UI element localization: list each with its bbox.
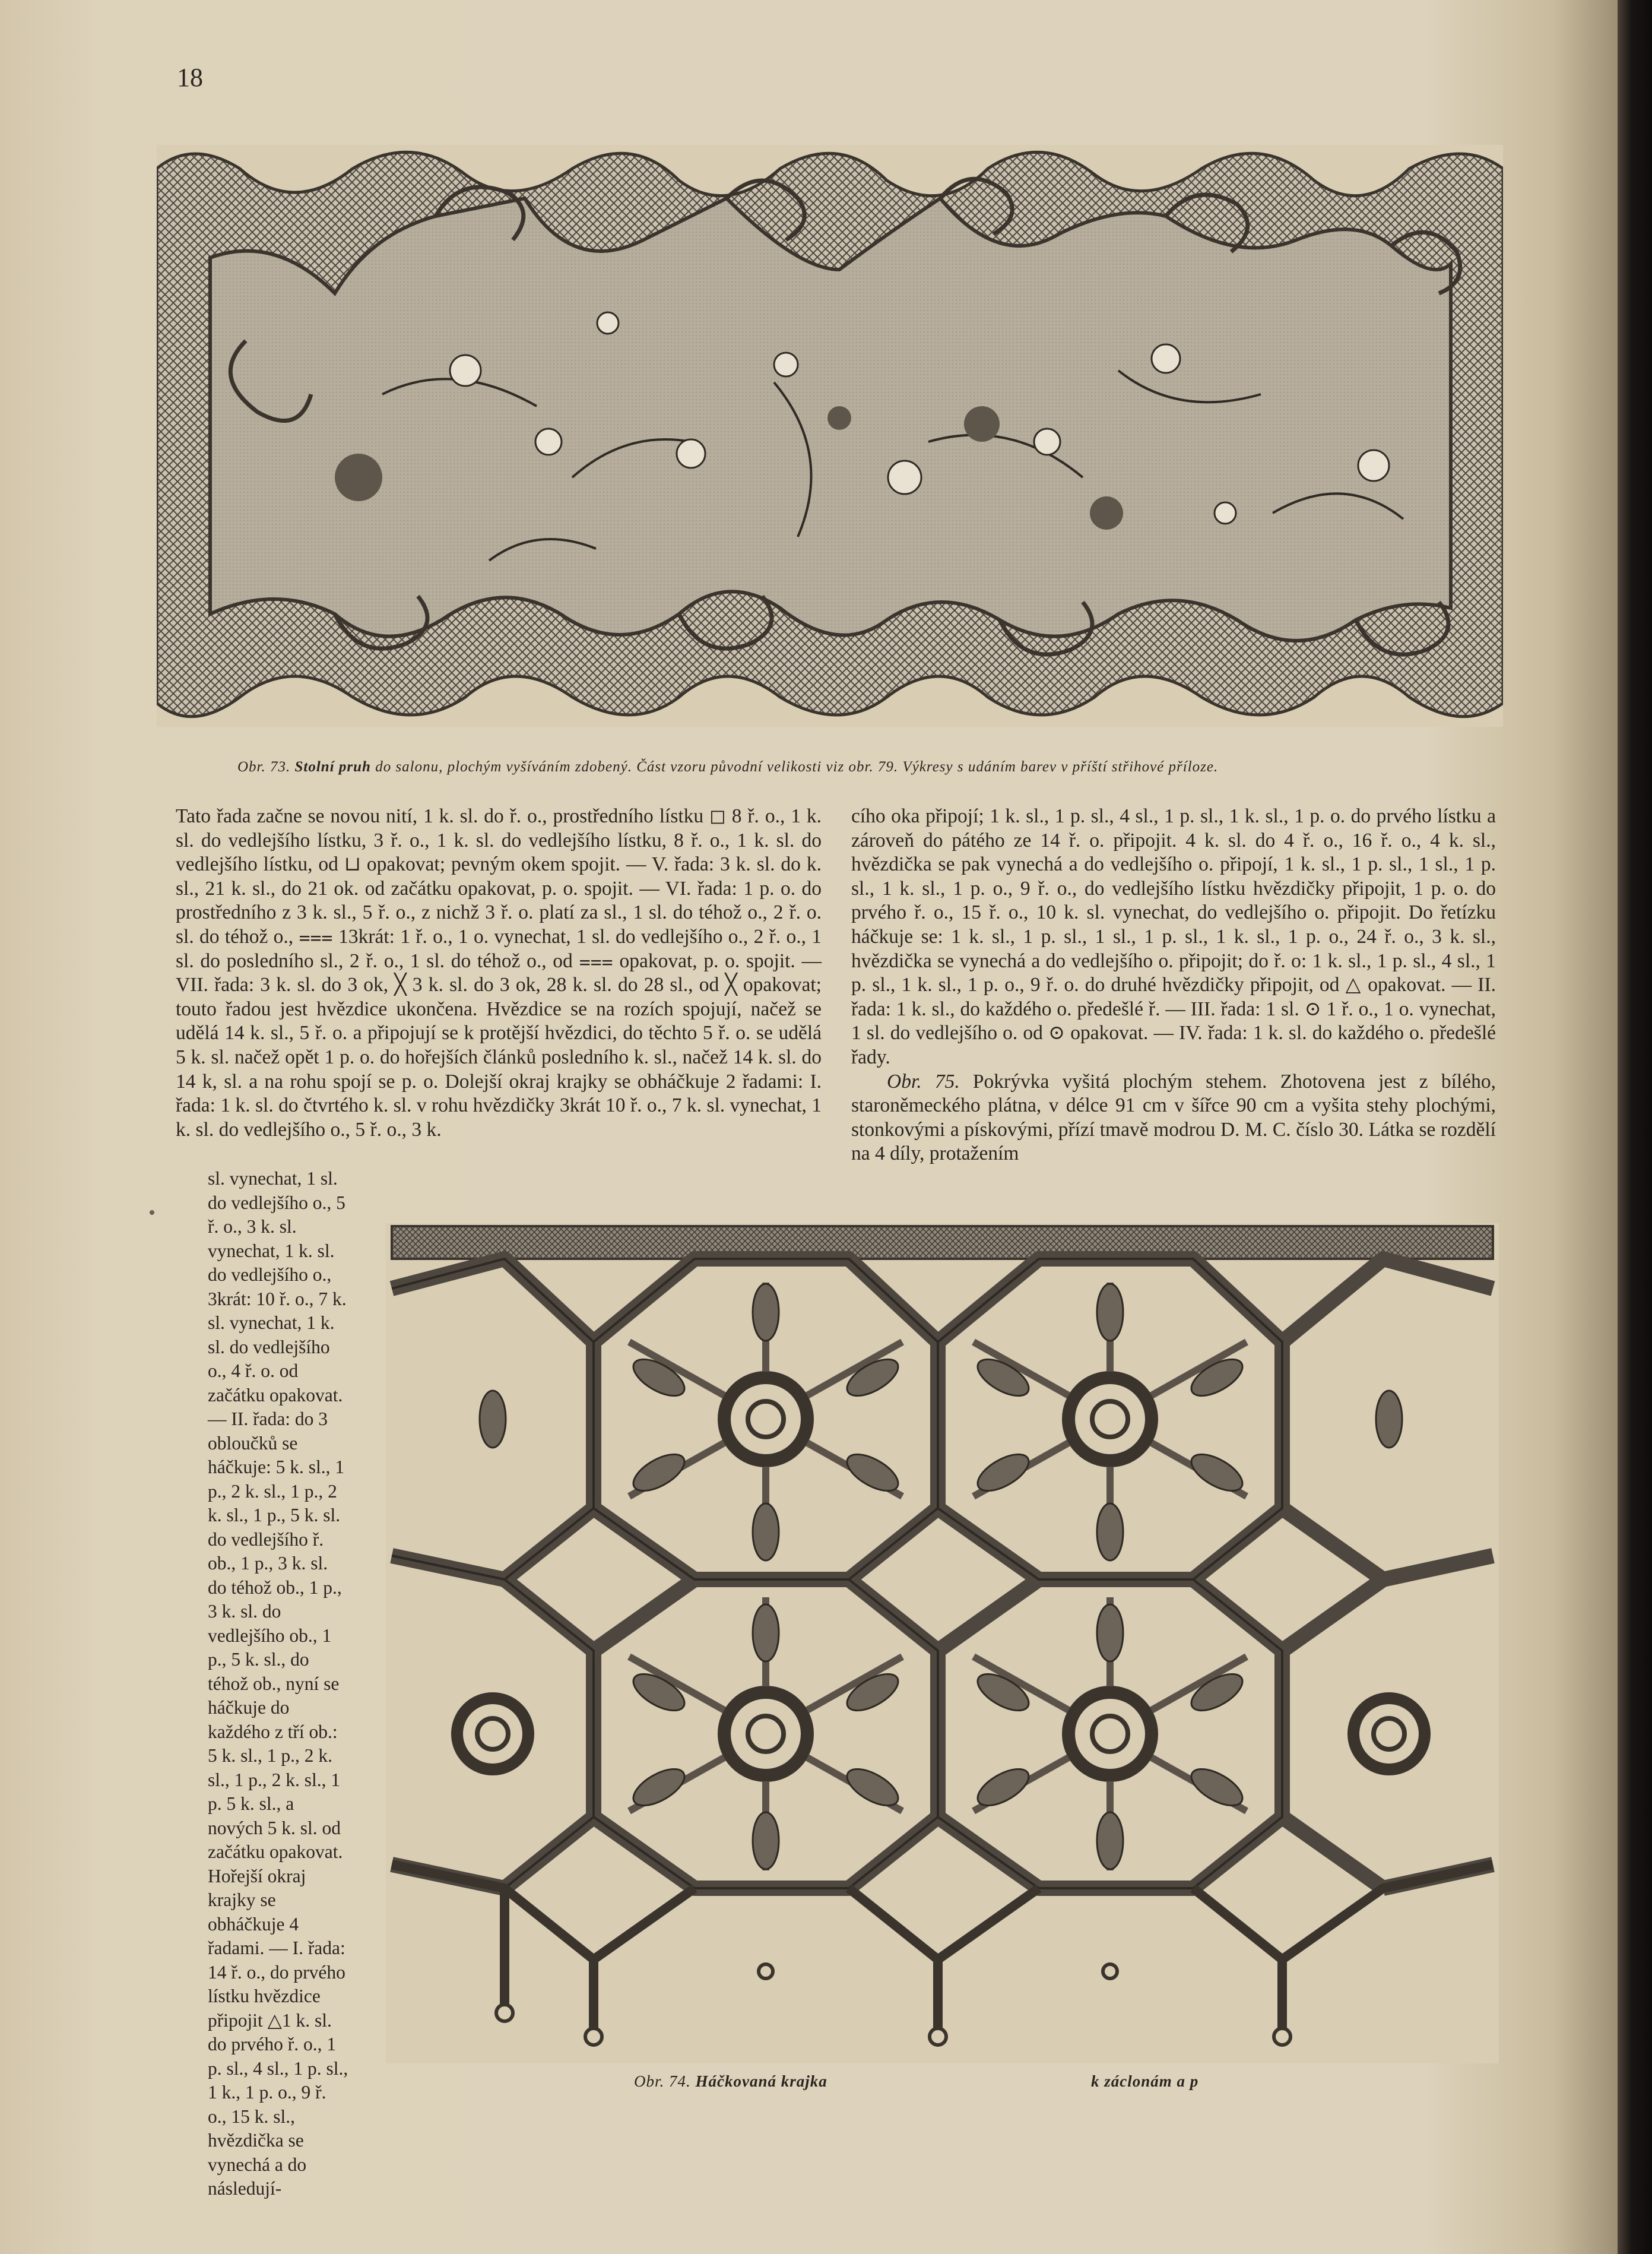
book-spine-shadow xyxy=(1618,0,1652,2254)
margin-dot xyxy=(150,1210,154,1215)
figure-73-caption-number: Obr. 73. xyxy=(237,759,291,775)
left-column-text xyxy=(176,805,822,1142)
figure-75-label: Obr. 75. xyxy=(887,1070,960,1093)
figure-73-table-runner xyxy=(157,145,1503,727)
right-column-paragraph-2 xyxy=(851,1070,1496,1166)
figure-74-caption-number: Obr. 74. xyxy=(634,2072,691,2090)
figure-74-caption-rest: k záclonám a p xyxy=(1091,2072,1199,2090)
figure-74-caption xyxy=(634,2072,827,2091)
figure-74-caption-continued xyxy=(1091,2072,1198,2091)
figure-74-caption-title: Háčkovaná krajka xyxy=(695,2072,827,2090)
figure-74-crochet-lace xyxy=(386,1223,1499,2063)
figure-73-caption-text: do salonu, plochým vyšíváním zdobený. Část vzoru původní velikosti viz obr. 79. Výkresy s udáním barev v příští střihové příloze. xyxy=(375,759,1219,775)
left-column-paragraph: Tato řada začne se novou nití, 1 k. sl. do ř. o., prostředního lístku ◻ 8 ř. o., 1 k. sl. do vedlejšího lístku, 3 ř. o., 1 k. sl. do vedlejšího lístku, 8 ř. o., 1 k. sl. do vedlejšího lístku, od ⊔ opakovat; pevným okem spojit. — V. řada: 3 k. sl. do k. sl., 21 k. sl., do 21 ok. od začátku opakovat, p. o. spojit. — VI. řada: 1 p. o. do prostředního z 3 k. sl., 5 ř. o., z nichž 3 ř. o. platí za sl., 1 sl. do téhož o., 2 ř. o. sl. do téhož o., ⩶ 13krát: 1 ř. o., 1 o. vynechat, 1 sl. do vedlejšího o., 2 ř. o., 1 sl. do posledního sl., 2 ř. o., 1 sl. do téhož o., od ⩶ opakovat, p. o. spojit. — VII. řada: 3 k. sl. do 3 ok, ╳ 3 k. sl. do 3 ok, 28 k. sl. do 28 sl., od ╳ opakovat; touto řadou jest hvězdice ukončena. Hvězdice se na rozích spojují, načež se udělá 14 k. sl., 5 ř. o. a připojují se k protější hvězdici, do těchto 5 ř. o. se udělá 5 k. sl. načež opět 1 p. o. do hořejších článků posledního k. sl., načež 14 k. sl. do 14 k, sl. a na rohu spojí se p. o. Dolejší okraj krajky se obháčkuje 2 řadami: I. řada: 1 k. sl. do čtvrtého k. sl. v rohu hvězdičky 3krát 10 ř. o., 7 k. sl. vynechat, 1 k. sl. do vedlejšího o., 5 ř. o., 3 k. xyxy=(176,805,822,1141)
page-number: 18 xyxy=(177,63,203,92)
left-narrow-column-text xyxy=(208,1167,349,2201)
left-narrow-paragraph: sl. vynechat, 1 sl. do vedlejšího o., 5 ř. o., 3 k. sl. vynechat, 1 k. sl. do vedlejšího o., 3krát: 10 ř. o., 7 k. sl. vynechat, 1 k. sl. do vedlejšího o., 4 ř. o. od začátku opakovat. — II. řada: do 3 obloučků se háčkuje: 5 k. sl., 1 p., 2 k. sl., 1 p., 2 k. sl., 1 p., 5 k. sl. do vedlejšího ř. ob., 1 p., 3 k. sl. do téhož ob., 1 p., 3 k. sl. do vedlejšího ob., 1 p., 5 k. sl., do téhož ob., nyní se háčkuje do každého z tří ob.: 5 k. sl., 1 p., 2 k. sl., 1 p., 2 k. sl., 1 p. 5 k. sl., a nových 5 k. sl. od začátku opakovat. Hořejší okraj krajky se obháčkuje 4 řadami. — I. řada: 14 ř. o., do prvého lístku hvězdice připojit △1 k. sl. do prvého ř. o., 1 p. sl., 4 sl., 1 p. sl., 1 k., 1 p. o., 9 ř. o., 15 k. sl., hvězdička se vynechá a do následují- xyxy=(208,1168,348,2199)
figure-73-caption xyxy=(237,759,1472,775)
figure-73-caption-title: Stolní pruh xyxy=(294,759,371,775)
right-column-paragraph-1: cího oka připojí; 1 k. sl., 1 p. sl., 4 sl., 1 p. sl., 1 k. sl., 1 p. o. do prvého lístku a zároveň do pátého ze 14 ř. o. připojit. 4 k. sl. do 4 ř. o., 16 ř. o., 4 k. sl., hvězdička se pak vynechá a do vedlejšího o. připojí, 1 k. sl., 1 p. sl., 1 sl., 1 p. sl., 1 k. sl., 1 p. o., 9 ř. o., do vedlejšího lístku hvězdičky připojit, 1 p. o. do prvého ř. o., 15 ř. o., 10 k. sl. vynechat, do vedlejšího o. připojit. Do řetízku háčkuje se: 1 k. sl., 1 p. sl., 1 sl., 1 p. sl., 1 k. sl., 1 p. o., 24 ř. o., 3 k. sl., hvězdička se vynechá a do vedlejšího o. připojit; do ř. o: 1 k. sl., 1 p. sl., 4 sl., 1 p. sl., 1 k. sl., 1 p. o., 9 ř. o. do druhé hvězdičky připojit, od △ opakovat. — II. řada: 1 k. sl., do každého o. předešlé ř. — III. řada: 1 sl. ⊙ 1 ř. o., 1 o. vynechat, 1 sl. do vedlejšího o. od ⊙ opakovat. — IV. řada: 1 k. sl. do každého o. předešlé řady. xyxy=(851,805,1496,1068)
right-column-text xyxy=(851,805,1496,1166)
figure-75-description: Pokrývka vyšitá plochým stehem. Zhotovena jest z bílého, staroněmeckého plátna, v délce 91 cm v šířce 90 cm a vyšita stehy plochými, stonkovými a pískovými, přízí tmavě modrou D. M. C. číslo 30. Látka se rozdělí na 4 díly, protažením xyxy=(851,1070,1496,1165)
